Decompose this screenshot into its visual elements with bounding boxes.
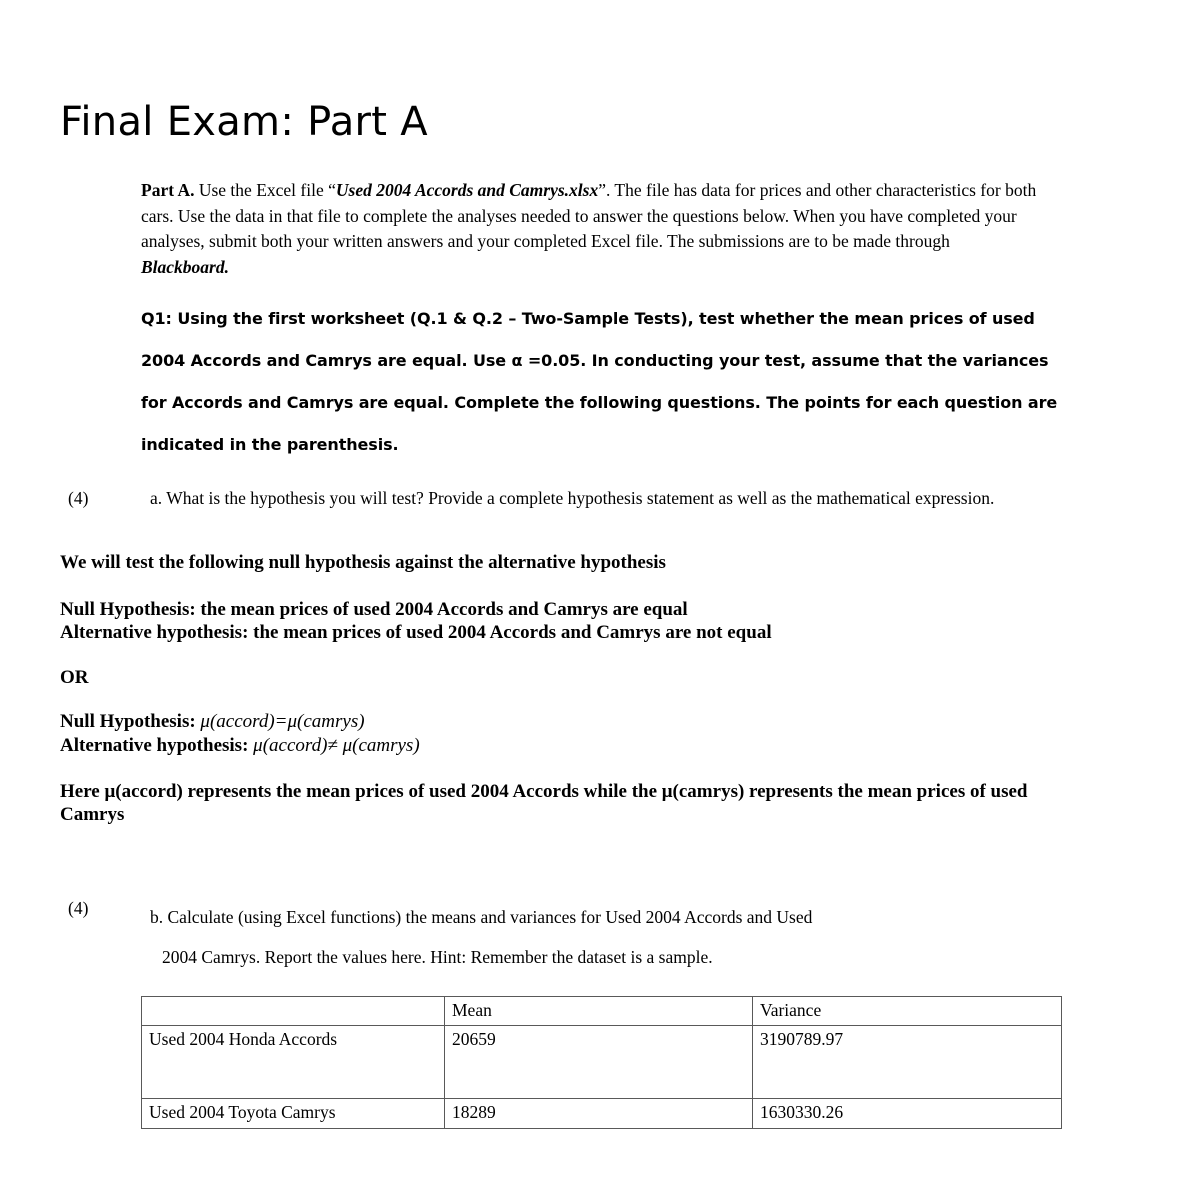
table-header-mean: Mean bbox=[445, 997, 753, 1026]
question-a-body: What is the hypothesis you will test? Provide a complete hypothesis statement as well as the mathematical expression. bbox=[162, 488, 995, 508]
answer-null-math-label: Null Hypothesis: bbox=[60, 711, 196, 732]
table-header-corner bbox=[142, 997, 445, 1026]
answer-notation-explanation: Here μ(accord) represents the mean prices of used 2004 Accords while the μ(camrys) represents the mean prices of used Camrys bbox=[60, 781, 1028, 825]
intro-platform: Blackboard. bbox=[141, 256, 229, 277]
question-b-letter: b. bbox=[150, 907, 164, 927]
results-table bbox=[141, 996, 1062, 1129]
answer-null-verbal bbox=[60, 598, 688, 621]
answer-null-math bbox=[60, 710, 365, 733]
q1-emphasis: are equal. Complete the following questions. bbox=[358, 393, 761, 412]
page-title: Final Exam: Part A bbox=[60, 99, 428, 145]
answer-alt-verbal-text: the mean prices of used 2004 Accords and Camrys are not equal bbox=[248, 622, 772, 643]
table-cell-label-accords: Used 2004 Honda Accords bbox=[142, 1026, 445, 1099]
question-a-points: (4) bbox=[68, 488, 89, 508]
answer-alt-math bbox=[60, 734, 420, 757]
table-cell-label-camrys: Used 2004 Toyota Camrys bbox=[142, 1099, 445, 1129]
question-b-points: (4) bbox=[68, 898, 89, 918]
q1-text-3: The points for each question are indicated in the parenthesis. bbox=[141, 393, 1058, 454]
q1-text-1: Using the first worksheet ( bbox=[171, 309, 418, 328]
answer-null-math-expression: μ(accord)=μ(camrys) bbox=[200, 711, 365, 732]
table-cell-mean-accords: 20659 bbox=[445, 1026, 753, 1099]
table-row bbox=[142, 1026, 1062, 1099]
answer-alt-math-label: Alternative hypothesis: bbox=[60, 735, 249, 756]
intro-text-2: ”. The file has data for prices and other characteristics for both cars. Use the data in that file to complete the analyses needed to answer the questions below. When you have completed your analyses, submit both your written answers and your completed Excel file. The submissions are to be made through bbox=[141, 180, 1037, 251]
intro-file-name: Used 2004 Accords and Camrys.xlsx bbox=[335, 180, 599, 200]
q1-paragraph bbox=[141, 298, 1061, 466]
question-b-line1: Calculate (using Excel functions) the means and variances for Used 2004 Accords and Used bbox=[163, 907, 813, 927]
question-b-line2: 2004 Camrys. Report the values here. Hint: Remember the dataset is a sample. bbox=[162, 947, 713, 967]
answer-alt-math-expression: μ(accord)≠ μ(camrys) bbox=[253, 735, 420, 756]
answer-intro-line: We will test the following null hypothesis against the alternative hypothesis bbox=[60, 552, 666, 573]
table-cell-mean-camrys: 18289 bbox=[445, 1099, 753, 1129]
answer-or-separator: OR bbox=[60, 667, 89, 688]
answer-alt-verbal bbox=[60, 621, 772, 644]
question-a bbox=[68, 487, 1058, 537]
table-cell-variance-accords: 3190789.97 bbox=[753, 1026, 1062, 1099]
q1-text-2: ), test whether the mean prices of used 2004 Accords and Camrys are equal. Use α =0.05. In conducting your test, assume that the variances for Accords and Camrys bbox=[141, 309, 1049, 412]
table-header-row bbox=[142, 997, 1062, 1026]
answer-alt-verbal-label: Alternative hypothesis: bbox=[60, 622, 249, 643]
intro-part-label: Part A. bbox=[141, 180, 195, 200]
intro-text-1: Use the Excel file “ bbox=[194, 180, 336, 200]
table-header-variance: Variance bbox=[753, 997, 1062, 1026]
question-a-letter: a. bbox=[150, 488, 163, 508]
answer-null-verbal-label: Null Hypothesis: bbox=[60, 599, 196, 620]
question-b bbox=[68, 897, 1058, 967]
table-cell-variance-camrys: 1630330.26 bbox=[753, 1099, 1062, 1129]
table-row bbox=[142, 1099, 1062, 1129]
question-a-text bbox=[150, 487, 1055, 510]
question-b-text bbox=[150, 897, 1055, 977]
intro-paragraph bbox=[141, 178, 1041, 280]
q1-worksheet-name: Q.1 & Q.2 – Two-Sample Tests bbox=[417, 309, 681, 328]
q1-label: Q1: bbox=[141, 309, 172, 328]
answer-null-verbal-text: the mean prices of used 2004 Accords and Camrys are equal bbox=[195, 599, 688, 620]
